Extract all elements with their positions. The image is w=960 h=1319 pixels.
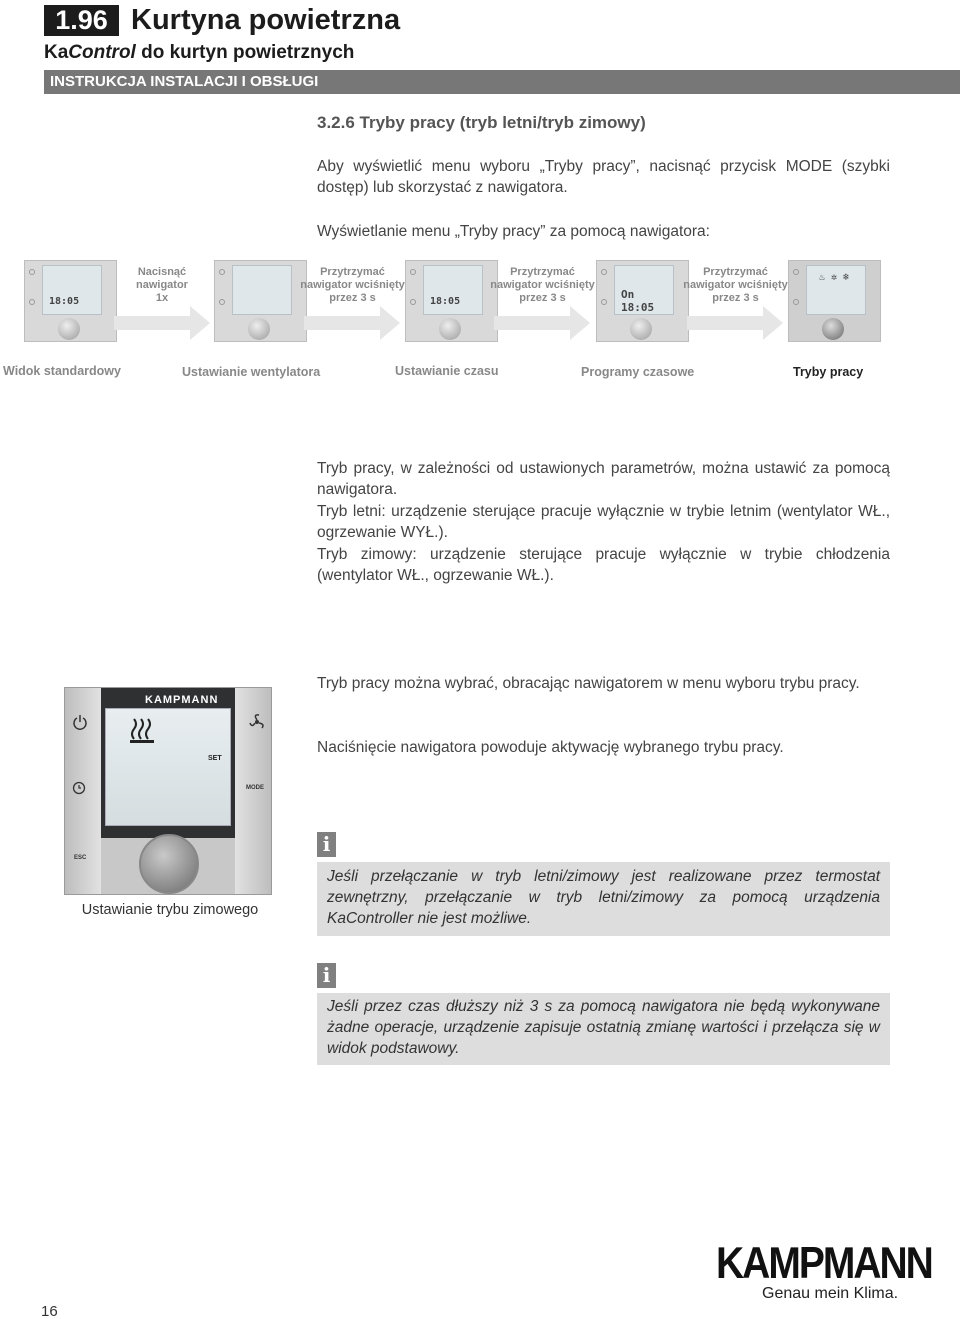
power-icon[interactable] [72, 714, 88, 730]
arrow-text: Nacisnąć [137, 266, 187, 278]
fan-icon[interactable] [249, 714, 265, 730]
clock-icon[interactable] [72, 781, 86, 795]
right-arrow-icon [304, 306, 400, 340]
set-label: SET [208, 755, 222, 762]
display-screen [423, 265, 483, 315]
arrow-text: Przytrzymać [703, 266, 768, 278]
caption-time-programs: Programy czasowe [581, 365, 695, 379]
arrow-text: przez 3 s [519, 292, 566, 304]
info-icon: i [317, 832, 336, 857]
right-arrow-icon [114, 306, 210, 340]
arrow-text: nawigator wciśnięty [490, 279, 595, 291]
display-time-setting [405, 260, 498, 342]
chapter-title: Kurtyna powietrzna [131, 4, 401, 36]
step-arrow-1 [112, 260, 212, 342]
caption-time-setting: Ustawianie czasu [395, 364, 499, 378]
device-caption: Ustawianie trybu zimowego [81, 902, 259, 918]
company-slogan: Genau mein Klima. [762, 1285, 899, 1302]
body-paragraph-2: Tryb letni: urządzenie sterujące pracuje wyłącznie w trybie letnim (wentylator WŁ., ogrzewanie WYŁ.). [317, 503, 890, 541]
body-paragraph-3: Tryb zimowy: urządzenie sterujące pracuje wyłącznie w trybie chłodzenia (wentylator WŁ., ogrzewanie WŁ.). [317, 546, 890, 584]
intro-paragraph: Aby wyświetlić menu wyboru „Tryby pracy”, nacisnąć przycisk MODE (szybki dostęp) lub skorzystać z nawigatora. [317, 158, 890, 196]
arrow-text: Przytrzymać [320, 266, 385, 278]
body-paragraph-5: Naciśnięcie nawigatora powoduje aktywację wybranego trybu pracy. [317, 739, 784, 756]
esc-button[interactable]: ESC [74, 855, 87, 861]
caption-standard-view: Widok standardowy [3, 364, 121, 378]
arrow-text: przez 3 s [712, 292, 759, 304]
heating-mode-icon [130, 717, 156, 743]
step-arrow-2 [300, 260, 405, 342]
navigator-knob [439, 318, 461, 340]
display-lcd-text: On 18:05 [621, 288, 655, 314]
arrow-text: nawigator [136, 279, 188, 291]
display-screen [232, 265, 292, 315]
page-number: 16 [41, 1303, 58, 1319]
right-arrow-icon [494, 306, 590, 340]
navigator-knob [58, 318, 80, 340]
step-arrow-3 [490, 260, 595, 342]
arrow-text: przez 3 s [329, 292, 376, 304]
navigator-knob[interactable] [139, 834, 199, 894]
controller-device [64, 687, 272, 895]
right-arrow-icon [687, 306, 783, 340]
kampmann-logo: KAMPMANN [716, 1238, 932, 1289]
body-paragraph-1: Tryb pracy, w zależności od ustawionych parametrów, można ustawić za pomocą nawigatora. [317, 460, 890, 498]
display-lcd-text: 18:05 [430, 296, 461, 307]
subtitle-prefix: Ka [44, 42, 69, 63]
mode-button[interactable]: MODE [246, 785, 264, 791]
display-lcd-text: 18:05 [49, 296, 80, 307]
display-screen [806, 265, 866, 315]
arrow-text: nawigator wciśnięty [300, 279, 405, 291]
navigator-knob [248, 318, 270, 340]
menu-sequence [0, 258, 960, 348]
display-screen [614, 265, 674, 315]
display-fan-setting [214, 260, 307, 342]
info-box-2 [317, 993, 890, 1065]
device-lcd-screen [105, 708, 231, 826]
info-note-1: Jeśli przełączanie w tryb letni/zimowy jest realizowane przez termostat zewnętrzny, przełączanie w tryb letni/zimowy za pomocą urządzenia KaController nie jest możliwe. [327, 868, 880, 927]
display-time-programs [596, 260, 689, 342]
arrow-text: nawigator wciśnięty [683, 279, 788, 291]
info-icon: i [317, 963, 336, 988]
navigator-knob [630, 318, 652, 340]
section-heading: 3.2.6 Tryby pracy (tryb letni/tryb zimowy) [317, 113, 646, 132]
arrow-text: 1x [155, 292, 169, 304]
navigator-title: Wyświetlanie menu „Tryby pracy” za pomocą nawigatora: [317, 223, 710, 240]
info-box-1 [317, 862, 890, 936]
display-screen [42, 265, 102, 315]
navigator-knob [822, 318, 844, 340]
caption-operating-modes: Tryby pracy [793, 365, 864, 379]
info-note-2: Jeśli przez czas dłuższy niż 3 s za pomocą nawigatora nie będą wykonywane żadne operacje, urządzenie zapisuje ostatnią zmianę wartości i przełącza się w widok podstawowy. [327, 998, 880, 1057]
subtitle-italic: Control [68, 42, 136, 63]
chapter-number: 1.96 [44, 5, 119, 36]
step-arrow-4 [683, 260, 788, 342]
manual-type-band: INSTRUKCJA INSTALACJI I OBSŁUGI [44, 70, 960, 94]
arrow-text: Przytrzymać [510, 266, 575, 278]
subtitle-suffix: do kurtyn powietrznych [135, 42, 355, 63]
display-operating-modes [788, 260, 881, 342]
caption-fan-setting: Ustawianie wentylatora [182, 365, 321, 379]
device-brand: KAMPMANN [145, 694, 219, 706]
body-paragraph-4: Tryb pracy można wybrać, obracając nawigatorem w menu wyboru trybu pracy. [317, 675, 860, 692]
display-lcd-text: ♨ ✲ ❄ [819, 272, 850, 283]
display-standard-view [24, 260, 117, 342]
document-subtitle [44, 42, 354, 64]
